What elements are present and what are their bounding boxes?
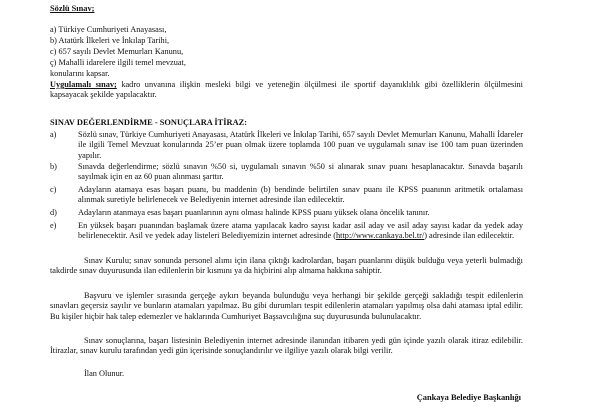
item-text: Sözlü sınav, Türkiye Cumhuriyeti Anayasası, Atatürk İlkeleri ve İnkılap Tarihi, 657 sayılı Devlet Memurları Kanunu, Mahalli İdareler ile ilgili Temel Mevzuat konularında 25’er puan olmak üzere toplamda 100 puan ve uygulamalı sınav ise 100 tam puan üzerinden yapılır. xyxy=(78,130,523,160)
item-text: Adayların atamaya esas başarı puanı, bu maddenin (b) bendinde belirtilen sınav puanı ile KPSS puanının aritmetik ortalaması alınmak suretiyle belirlenecek ve Belediyenin internet adresinde ilan edilecektir. xyxy=(78,185,523,205)
item-label: d) xyxy=(50,208,57,217)
website-link[interactable]: http://www.cankaya.bel.tr/ xyxy=(336,231,425,241)
item-label: a) xyxy=(50,130,57,139)
practical-exam-label: Uygulamalı sınav; xyxy=(50,80,117,89)
practical-exam-text: kadro unvanına ilişkin mesleki bilgi ve yeteneğin ölçülmesi ile sportif dayanıklılık gibi özelliklerin ölçülmesini kapsayacak şekilde yapılacaktır. xyxy=(50,80,523,100)
subject-line: c) 657 sayılı Devlet Memurları Kanunu, xyxy=(50,47,184,56)
practical-exam-paragraph xyxy=(50,80,523,101)
evaluation-item-c xyxy=(50,185,523,206)
item-text: Adayların atanmaya esas başarı puanlarının aynı olması halinde KPSS puanı yüksek olana öncelik tanınır. xyxy=(78,208,430,217)
false-declaration-paragraph: Başvuru ve işlemler sırasında gerçeğe aykırı beyanda bulunduğu veya herhangi bir şekilde gerçeği sakladığı tespit edilenlerin sınavları geçersiz sayılır ve bunların atamaları yapılmaz. Bu gibi durumları tespit edilenlerin atamaları yapılmış olsa dahi ataması iptal edilir. Bu kişiler hiçbir hak talep edemezler ve haklarında Cumhuriyet Başsavcılığına suç duyurusunda bulunulacaktır. xyxy=(50,291,523,321)
subject-line: b) Atatürk İlkeleri ve İnkılap Tarihi, xyxy=(50,36,170,45)
evaluation-item-d xyxy=(50,208,523,218)
evaluation-item-b xyxy=(50,162,523,183)
announcement-line: İlan Olunur. xyxy=(84,369,125,378)
subject-line: a) Türkiye Cumhuriyeti Anayasası, xyxy=(50,25,167,34)
item-label: b) xyxy=(50,162,57,171)
evaluation-item-e xyxy=(50,221,523,242)
evaluation-heading: SINAV DEĞERLENDİRME - SONUÇLARA İTİRAZ: xyxy=(50,118,248,127)
item-label: e) xyxy=(50,221,57,230)
committee-paragraph: Sınav Kurulu; sınav sonunda personel alımı için ilana çıktığı kadrolardan, başarı puanlarını düşük bulduğu veya yeterli bulmadığı takdirde sınav duyurusunda ilan edilenlerin bir kısmını ya da hiçbirini alıp almama hakkına sahiptir. xyxy=(50,256,523,276)
oral-exam-heading: Sözlü Sınav; xyxy=(50,4,95,13)
signature: Çankaya Belediye Başkanlığı xyxy=(416,393,521,402)
subject-closing-line: konularını kapsar. xyxy=(50,69,110,78)
objection-paragraph: Sınav sonuçlarına, başarı listesinin Belediyenin internet adresinde ilanından itibaren yedi gün içinde yazılı olarak itiraz edilebilir. İtirazlar, sınav kurulu tarafından yedi gün içerisinde sonuçlandırılır ve ilgiliye yazılı olarak bilgi verilir. xyxy=(50,336,523,356)
evaluation-item-a xyxy=(50,130,523,161)
item-label: c) xyxy=(50,185,57,194)
item-text: Sınavda değerlendirme; sözlü sınavın %50 si, uygulamalı sınavın %50 si alınarak sınav puanı hesaplanacaktır. Sınavda başarılı sayılmak için en az 60 puan alınması şarttır. xyxy=(78,162,523,182)
subject-line: ç) Mahalli idarelere ilgili temel mevzuat, xyxy=(50,58,186,67)
item-text: En yüksek başarı puanından başlamak üzere atama yapılacak kadro sayısı kadar asil aday ve asil aday sayısı kadar da yedek aday belirlenecektir. Asil ve yedek aday listeleri Belediyemizin internet adresinde (http://www.cankaya.bel.tr/) adresinde ilan edilecektir. xyxy=(78,221,523,241)
